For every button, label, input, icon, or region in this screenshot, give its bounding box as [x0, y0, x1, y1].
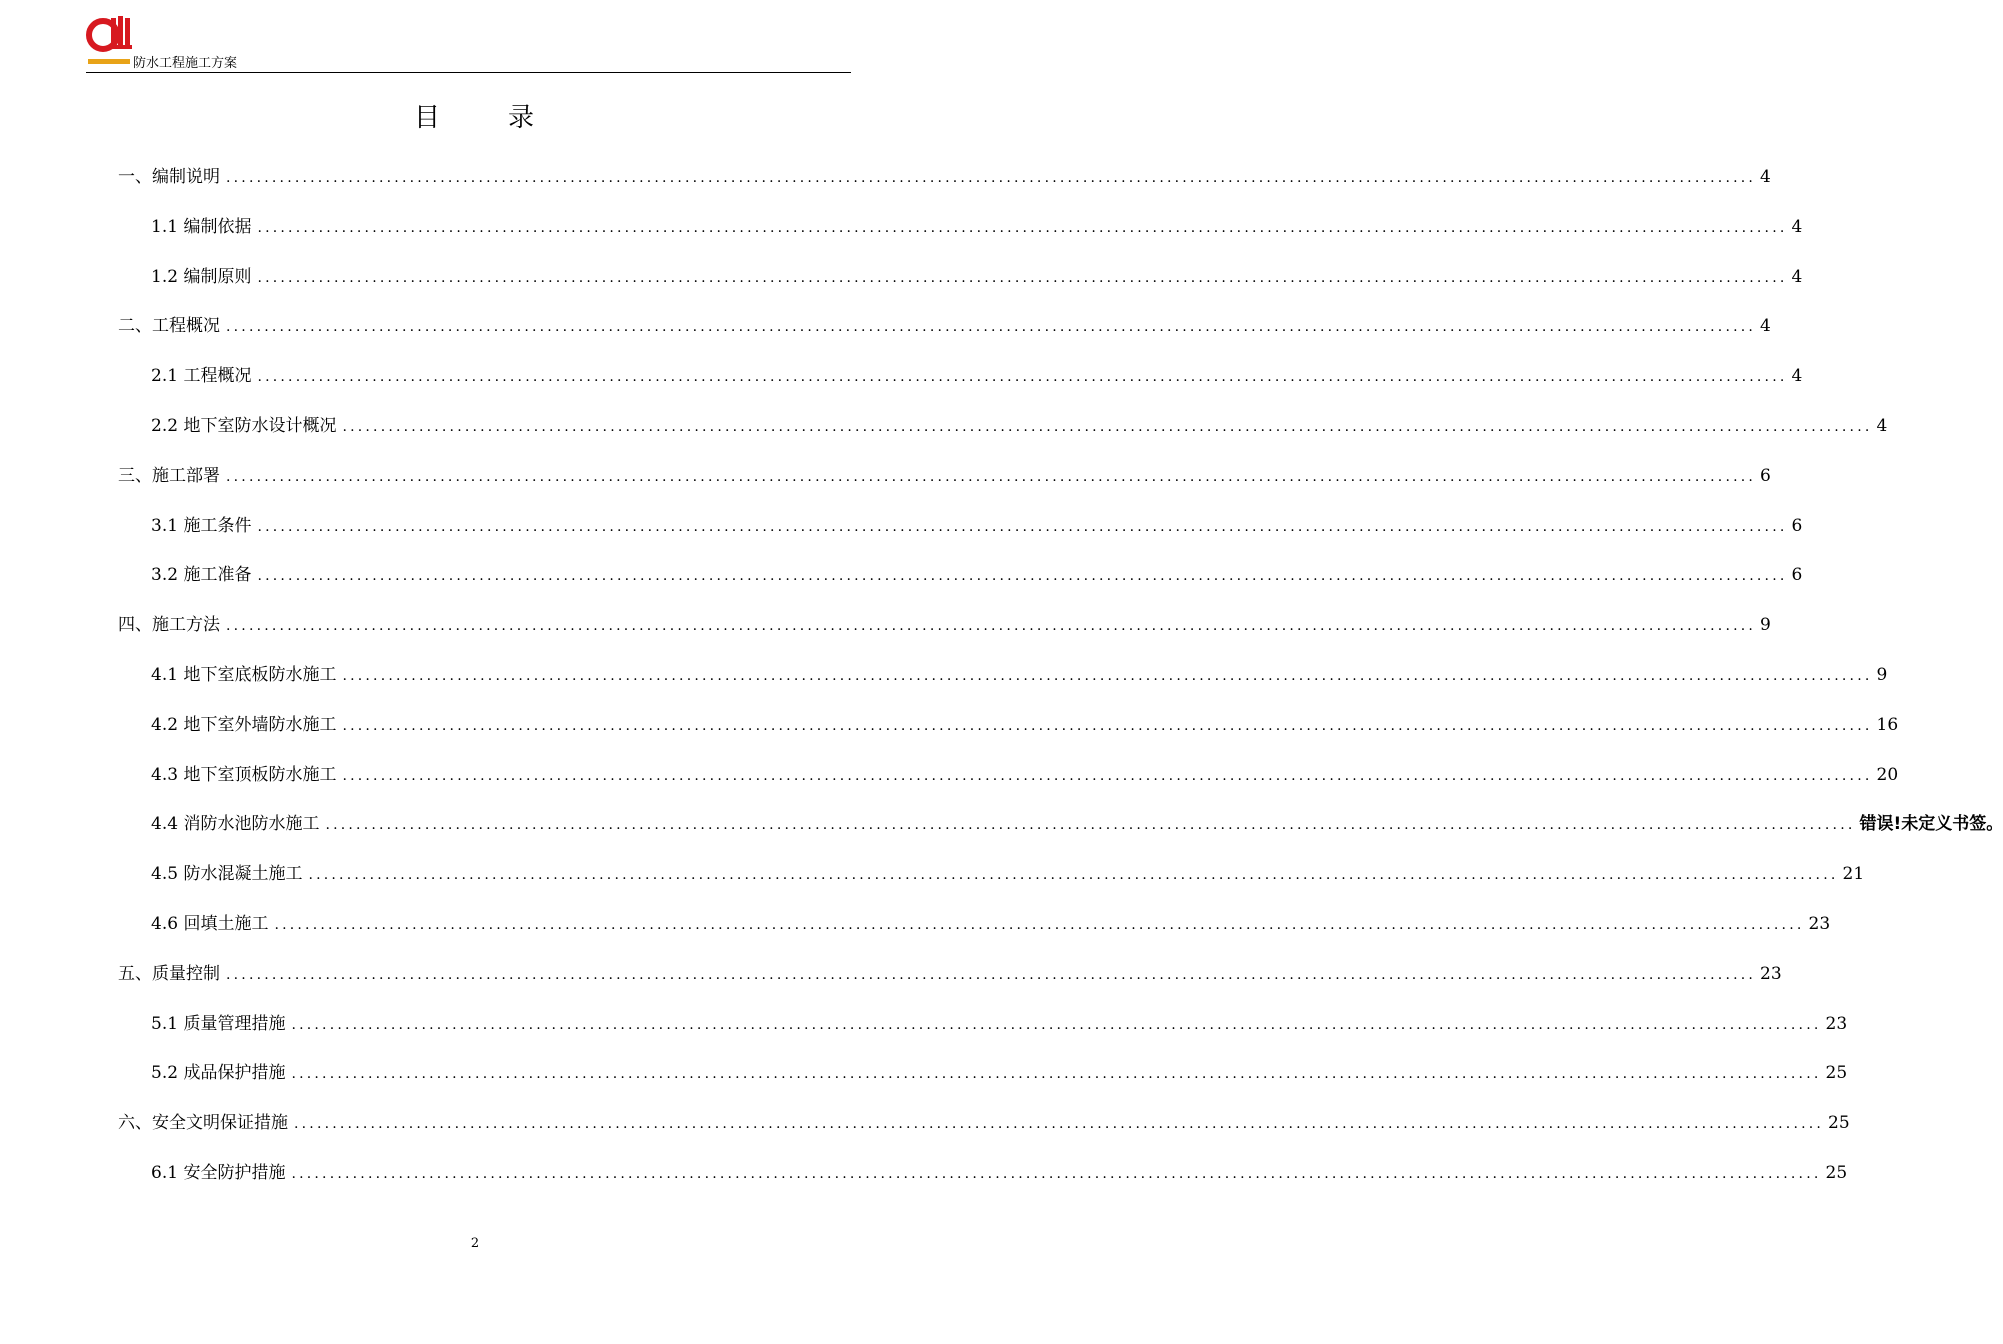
toc-dot-leader: ........................................................................................................................................................................................................ [274, 917, 1805, 933]
toc-dot-leader: ........................................................................................................................................................................................................ [257, 269, 1788, 286]
toc-heading-left: 目 [413, 103, 442, 133]
toc-entry[interactable] [151, 807, 2003, 835]
toc-heading-right: 录 [508, 103, 537, 133]
toc-entry-label: 一、编制说明 [118, 167, 220, 187]
toc-dot-leader: ........................................................................................................................................................................................................ [294, 1116, 1825, 1133]
toc-dot-leader: ........................................................................................................................................................................................................ [226, 319, 1757, 336]
toc-entry-label: 二、工程概况 [118, 316, 220, 337]
page-number: 2 [470, 1236, 480, 1251]
toc-entry-page: 6 [1791, 565, 1803, 586]
toc-dot-leader: ........................................................................................................................................................................................................ [342, 668, 1873, 684]
toc-entry-page: 4 [1760, 167, 1771, 187]
toc-entry-page: 4 [1791, 216, 1803, 237]
toc-entry-label: 四、施工方法 [118, 615, 220, 636]
toc-entry-page: 21 [1842, 864, 1865, 885]
toc-entry-page: 23 [1808, 914, 1831, 934]
toc-dot-leader: ........................................................................................................................................................................................................ [308, 867, 1839, 884]
toc-entry-label: 五、质量控制 [118, 963, 220, 984]
toc-entry-page: 23 [1760, 963, 1782, 984]
toc-dot-leader: ........................................................................................................................................................................................................ [257, 219, 1788, 236]
toc-entry-label: 3.1 施工条件 [151, 515, 252, 536]
document-title: 防水工程施工方案 [133, 56, 238, 71]
toc-entry-label: 4.6 回填土施工 [151, 914, 269, 934]
toc-entry-page: 4 [1791, 266, 1803, 287]
toc-dot-leader: ........................................................................................................................................................................................................ [257, 568, 1788, 585]
toc-entry[interactable] [118, 459, 1771, 487]
toc-entry[interactable] [118, 160, 1771, 188]
toc-entry-label: 2.2 地下室防水设计概况 [151, 416, 337, 436]
toc-entry-label: 6.1 安全防护措施 [151, 1163, 286, 1183]
toc-dot-leader: ........................................................................................................................................................................................................ [291, 1166, 1822, 1182]
toc-entry-page: 16 [1876, 714, 1899, 735]
toc-entry-label: 4.1 地下室底板防水施工 [151, 665, 337, 685]
toc-entry-label: 5.1 质量管理措施 [151, 1013, 286, 1034]
toc-dot-leader: ........................................................................................................................................................................................................ [325, 817, 1856, 834]
toc-entry-page: 6 [1760, 465, 1771, 486]
toc-dot-leader: ........................................................................................................................................................................................................ [342, 767, 1873, 784]
toc-dot-leader: ........................................................................................................................................................................................................ [226, 618, 1757, 635]
toc-entry-label: 2.1 工程概况 [151, 366, 252, 387]
toc-entry[interactable] [151, 708, 1899, 736]
toc-entry[interactable] [151, 907, 1831, 935]
toc-entry[interactable] [118, 957, 1782, 985]
toc-entry-page: 4 [1760, 316, 1771, 337]
toc-entry[interactable] [151, 558, 1803, 586]
toc-entry-page: 25 [1825, 1163, 1848, 1183]
toc-dot-leader: ........................................................................................................................................................................................................ [226, 966, 1757, 983]
toc-entry-label: 六、安全文明保证措施 [118, 1113, 288, 1134]
toc-entry-page: 6 [1791, 515, 1803, 536]
toc-entry[interactable] [151, 1007, 1848, 1035]
toc-entry-label: 4.2 地下室外墙防水施工 [151, 714, 337, 735]
toc-dot-leader: ........................................................................................................................................................................................................ [291, 1066, 1822, 1083]
toc-dot-leader: ........................................................................................................................................................................................................ [342, 419, 1873, 435]
toc-entry-label: 4.4 消防水池防水施工 [151, 814, 320, 835]
toc-entry-label: 1.2 编制原则 [151, 266, 252, 287]
toc-dot-leader: ........................................................................................................................................................................................................ [226, 468, 1757, 485]
toc-entry-page: 25 [1825, 1063, 1848, 1084]
toc-entry-page: 4 [1876, 416, 1888, 436]
toc-entry[interactable] [151, 260, 1803, 288]
toc-entry-page: 23 [1825, 1013, 1848, 1034]
toc-entry-page: 9 [1760, 615, 1771, 636]
toc-entry[interactable] [151, 758, 1899, 786]
toc-dot-leader: ........................................................................................................................................................................................................ [342, 717, 1873, 734]
toc-entry[interactable] [151, 509, 1803, 537]
toc-entry-label: 三、施工部署 [118, 465, 220, 486]
toc-entry-label: 5.2 成品保护措施 [151, 1063, 286, 1084]
toc-entry[interactable] [151, 1056, 1848, 1084]
toc-dot-leader: ........................................................................................................................................................................................................ [291, 1016, 1822, 1033]
toc-entry[interactable] [118, 309, 1771, 337]
toc-entry-label: 4.5 防水混凝土施工 [151, 864, 303, 885]
toc-entry-page: 25 [1828, 1113, 1850, 1134]
toc-entry[interactable] [151, 658, 1888, 686]
toc-dot-leader: ........................................................................................................................................................................................................ [257, 369, 1788, 386]
toc-dot-leader: ........................................................................................................................................................................................................ [257, 518, 1788, 535]
toc-entry-error: 错误!未定义书签。 [1859, 814, 2003, 835]
toc-entry[interactable] [151, 210, 1803, 238]
toc-entry-page: 20 [1876, 764, 1899, 785]
toc-entry[interactable] [151, 1156, 1848, 1184]
toc-entry[interactable] [118, 608, 1771, 636]
toc-entry[interactable] [151, 857, 1865, 885]
toc-entry-page: 9 [1876, 665, 1888, 685]
toc-entry-label: 1.1 编制依据 [151, 216, 252, 237]
toc-dot-leader: ........................................................................................................................................................................................................ [226, 170, 1757, 186]
toc-entry[interactable] [151, 359, 1803, 387]
toc-entry-label: 4.3 地下室顶板防水施工 [151, 764, 337, 785]
toc-entry[interactable] [151, 409, 1888, 437]
toc-entry-label: 3.2 施工准备 [151, 565, 252, 586]
toc-entry[interactable] [118, 1106, 1850, 1134]
toc-entry-page: 4 [1791, 366, 1803, 387]
